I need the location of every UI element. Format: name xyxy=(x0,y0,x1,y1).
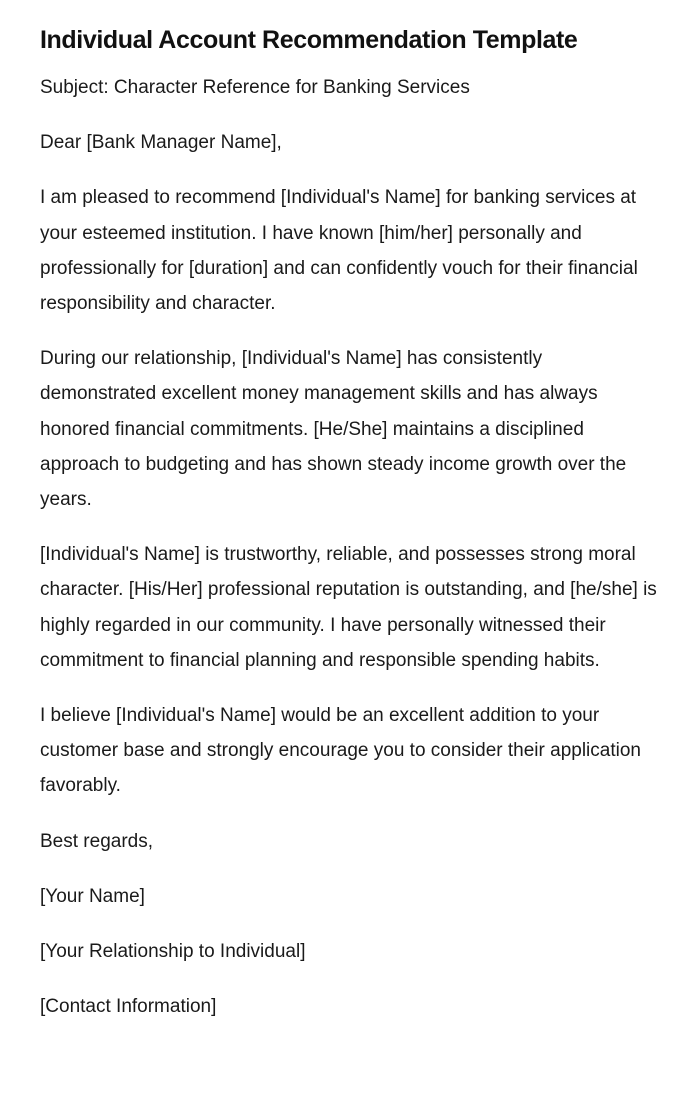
letter-document xyxy=(40,22,660,1044)
body-paragraph-3: [Individual's Name] is trustworthy, reliable, and possesses strong moral character. [His/Her] professional reputation is outstanding, and [he/she] is highly regarded in our community. I have personally witnessed their commitment to financial planning and responsible spending habits. xyxy=(40,544,657,671)
signature-relationship: [Your Relationship to Individual] xyxy=(40,941,306,963)
body-paragraph-1: I am pleased to recommend [Individual's Name] for banking services at your esteemed institution. I have known [him/her] personally and professionally for [duration] and can confidently vouch for their financial responsibility and character. xyxy=(40,187,638,315)
salutation: Dear [Bank Manager Name], xyxy=(40,132,282,154)
signature-contact: [Contact Information] xyxy=(40,996,217,1018)
closing-line: Best regards, xyxy=(40,830,153,852)
body-paragraph-4: I believe [Individual's Name] would be an excellent addition to your customer base and strongly encourage you to consider their application favorably. xyxy=(40,705,641,797)
page-title: Individual Account Recommendation Template xyxy=(40,26,578,54)
body-paragraph-2: During our relationship, [Individual's Name] has consistently demonstrated excellent money management skills and has always honored financial commitments. [He/She] maintains a disciplined approach to budgeting and has shown steady income growth over the years. xyxy=(40,348,627,511)
signature-name: [Your Name] xyxy=(40,885,145,907)
subject-line: Subject: Character Reference for Banking Services xyxy=(40,77,470,98)
